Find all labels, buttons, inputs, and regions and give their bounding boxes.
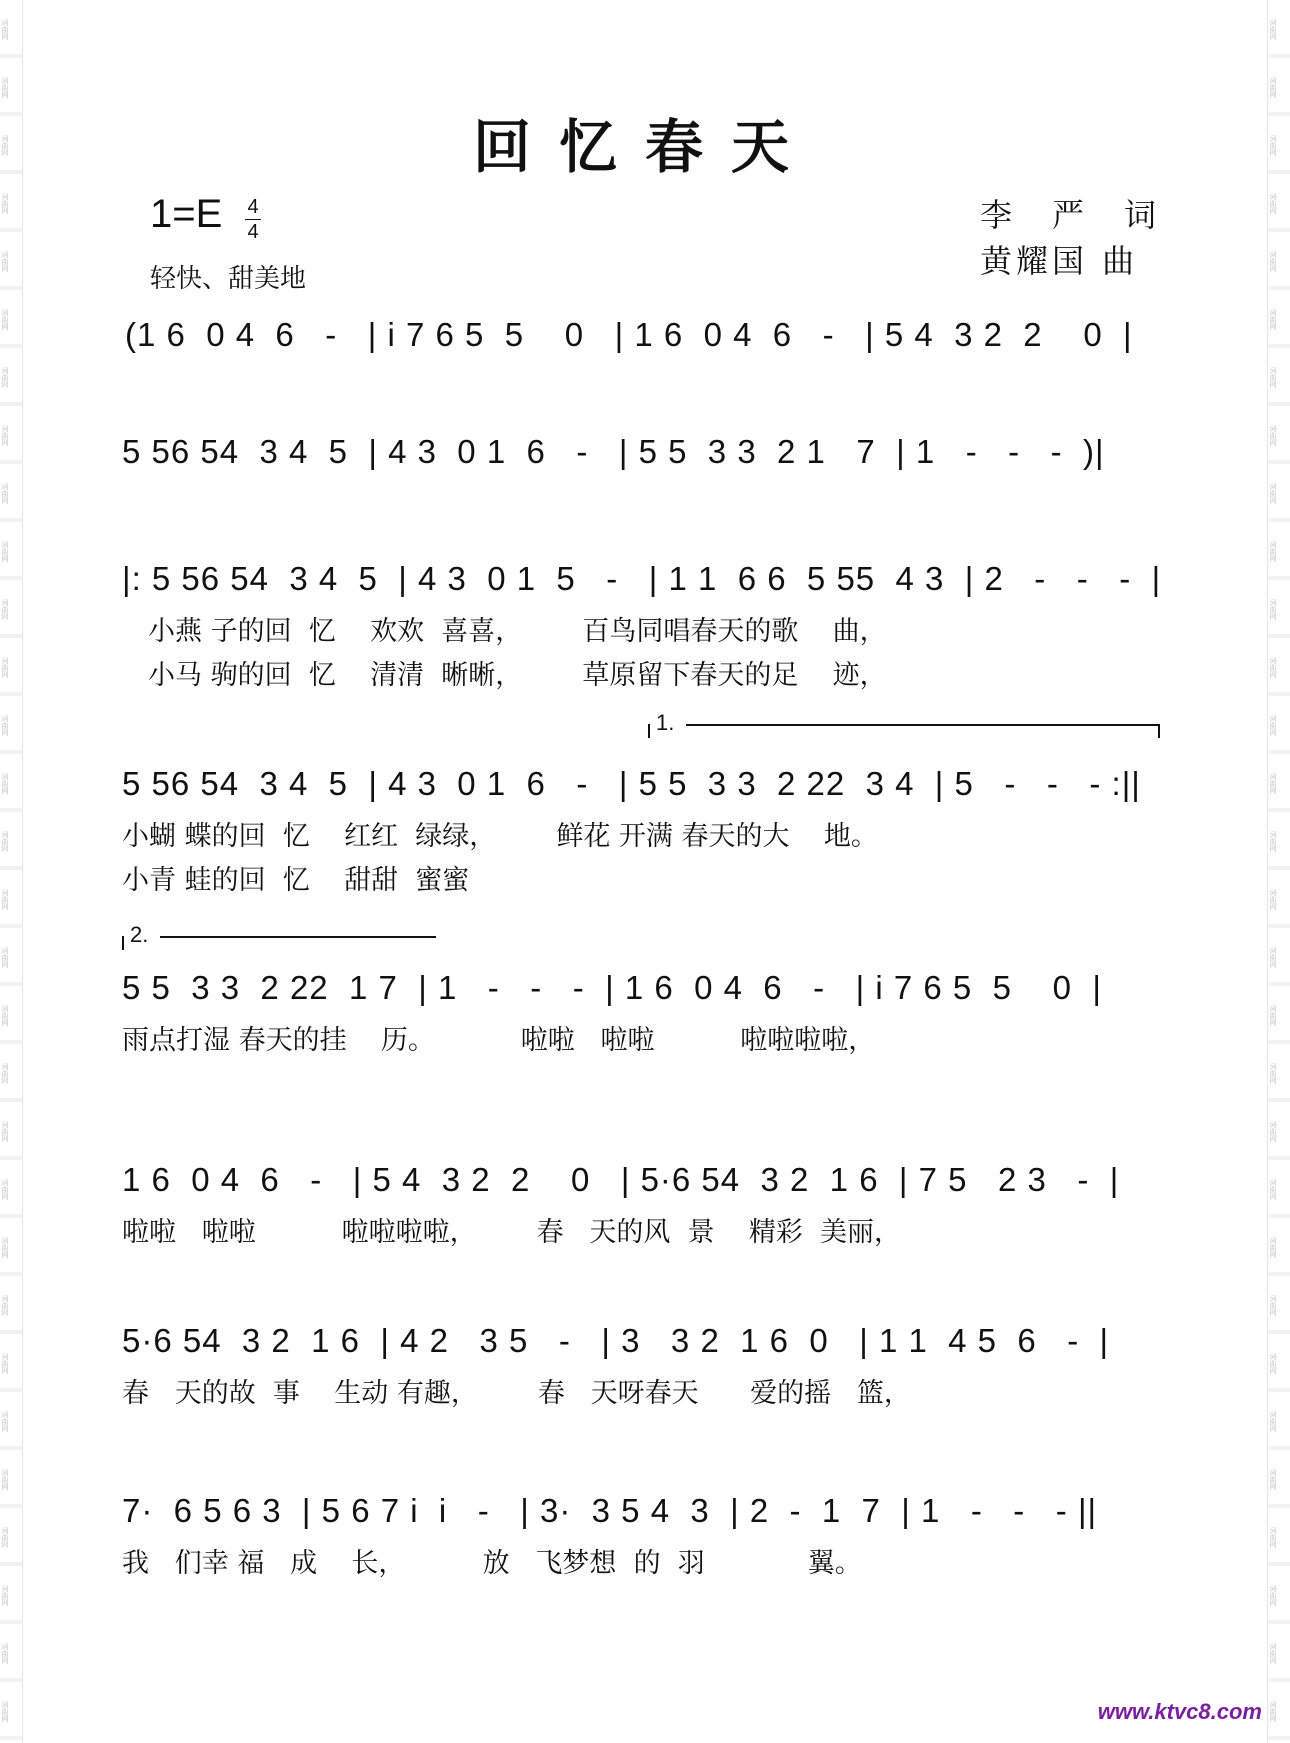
key-signature: 1=E	[150, 192, 223, 236]
side-mark: 词曲网	[1, 830, 9, 852]
side-mark: 词曲网	[1269, 76, 1277, 98]
side-mark: 词曲网	[1, 308, 9, 330]
notation-line: 5 56 54 3 4 5 | 4 3 0 1 6 - | 5 5 3 3 2 22 3 4 | 5 - - - :||	[122, 765, 1141, 802]
lyric-line: 雨点打湿 春天的挂 历。 啦啦 啦啦 啦啦啦啦，	[122, 1025, 876, 1056]
side-mark: 词曲网	[1, 1526, 9, 1548]
side-mark: 词曲网	[1269, 18, 1277, 40]
side-mark: 词曲网	[1269, 888, 1277, 910]
lyric-verse-1: 小燕 子的回 忆 欢欢 喜喜， 百鸟同唱春天的歌 曲，	[148, 616, 887, 647]
notation-line: 1 6 0 4 6 - | 5 4 3 2 2 0 | 5·6 54 3 2 1 6 | 7 5 2 3 - |	[122, 1161, 1120, 1198]
side-mark: 词曲网	[1, 1642, 9, 1664]
side-mark: 词曲网	[1269, 714, 1277, 736]
side-mark: 词曲网	[1, 192, 9, 214]
side-mark: 词曲网	[1269, 946, 1277, 968]
side-mark: 词曲网	[1269, 1004, 1277, 1026]
side-mark: 词曲网	[1269, 656, 1277, 678]
side-mark: 词曲网	[1269, 1062, 1277, 1084]
lyric-line: 我 们幸 福 成 长， 放 飞梦想 的 羽 翼。	[122, 1548, 862, 1579]
side-mark: 词曲网	[1269, 1236, 1277, 1258]
side-mark: 词曲网	[1, 1700, 9, 1722]
lyric-verse-1: 小蝴 蝶的回 忆 红红 绿绿， 鲜花 开满 春天的大 地。	[122, 821, 878, 852]
side-mark: 词曲网	[1, 888, 9, 910]
lyric-line: 春 天的故 事 生动 有趣， 春 天呀春天 爱的摇 篮，	[122, 1378, 911, 1409]
side-mark: 词曲网	[1269, 424, 1277, 446]
lyric-line: 啦啦 啦啦 啦啦啦啦， 春 天的风 景 精彩 美丽，	[122, 1217, 902, 1248]
notation-line: (1 6 0 4 6 - | i 7 6 5 5 0 | 1 6 0 4 6 - | 5 4 3 2 2 0 |	[125, 316, 1133, 353]
notation-line: 5·6 54 3 2 1 6 | 4 2 3 5 - | 3 3 2 1 6 0 | 1 1 4 5 6 - |	[122, 1322, 1110, 1359]
time-signature-top: 4	[247, 196, 259, 218]
notation-line: 5 56 54 3 4 5 | 4 3 0 1 6 - | 5 5 3 3 2 1 7 | 1 - - - )|	[122, 433, 1105, 470]
side-mark: 词曲网	[1, 1294, 9, 1316]
side-mark: 词曲网	[1, 1120, 9, 1142]
side-mark: 词曲网	[1269, 1178, 1277, 1200]
volta-1-tick	[648, 724, 650, 738]
side-mark: 词曲网	[1, 598, 9, 620]
side-mark: 词曲网	[1269, 1642, 1277, 1664]
lyric-verse-2: 小青 蛙的回 忆 甜甜 蜜蜜	[122, 865, 470, 896]
side-mark: 词曲网	[1, 1468, 9, 1490]
side-mark: 词曲网	[1269, 1468, 1277, 1490]
left-margin-strip	[0, 0, 23, 1743]
side-mark: 词曲网	[1269, 1120, 1277, 1142]
volta-1-bracket	[686, 724, 1160, 726]
time-signature-bottom: 4	[247, 221, 259, 243]
side-mark: 词曲网	[1269, 830, 1277, 852]
notation-line: 5 5 3 3 2 22 1 7 | 1 - - - | 1 6 0 4 6 - | i 7 6 5 5 0 |	[122, 969, 1102, 1006]
side-mark: 词曲网	[1269, 482, 1277, 504]
side-mark: 词曲网	[1269, 1526, 1277, 1548]
lyricist-credit: 李 严 词	[980, 196, 1161, 234]
volta-2-tick	[122, 936, 124, 950]
lyric-verse-2: 小马 驹的回 忆 清清 晰晰， 草原留下春天的足 迹，	[148, 660, 887, 691]
side-mark: 词曲网	[1, 1584, 9, 1606]
side-mark: 词曲网	[1269, 772, 1277, 794]
side-mark: 词曲网	[1, 1178, 9, 1200]
side-mark: 词曲网	[1, 366, 9, 388]
side-mark: 词曲网	[1269, 308, 1277, 330]
side-mark: 词曲网	[1269, 250, 1277, 272]
side-mark: 词曲网	[1, 714, 9, 736]
side-mark: 词曲网	[1269, 1352, 1277, 1374]
side-mark: 词曲网	[1269, 1584, 1277, 1606]
notation-line: 7· 6 5 6 3 | 5 6 7 i i - | 3· 3 5 4 3 | 2 - 1 7 | 1 - - - ||	[122, 1492, 1098, 1529]
volta-2-bracket	[160, 936, 436, 938]
side-mark: 词曲网	[1, 134, 9, 156]
volta-1-end-tick	[1158, 724, 1160, 738]
side-mark: 词曲网	[1269, 540, 1277, 562]
tempo-marking: 轻快、甜美地	[150, 264, 307, 294]
song-title: 回忆春天	[472, 113, 817, 181]
side-mark: 词曲网	[1, 1236, 9, 1258]
side-mark: 词曲网	[1, 482, 9, 504]
side-mark: 词曲网	[1269, 366, 1277, 388]
side-mark: 词曲网	[1, 540, 9, 562]
side-mark: 词曲网	[1, 1004, 9, 1026]
site-watermark: www.ktvc8.com	[1097, 1699, 1262, 1724]
side-mark: 词曲网	[1, 250, 9, 272]
notation-line: |: 5 56 54 3 4 5 | 4 3 0 1 5 - | 1 1 6 6 5 55 4 3 | 2 - - - |	[122, 560, 1162, 597]
side-mark: 词曲网	[1269, 1700, 1277, 1722]
side-mark: 词曲网	[1269, 134, 1277, 156]
side-mark: 词曲网	[1269, 1294, 1277, 1316]
side-mark: 词曲网	[1, 18, 9, 40]
side-mark: 词曲网	[1, 946, 9, 968]
side-mark: 词曲网	[1269, 1410, 1277, 1432]
side-mark: 词曲网	[1, 424, 9, 446]
volta-1-label: 1.	[656, 710, 675, 735]
time-signature	[245, 196, 261, 243]
side-mark: 词曲网	[1, 1410, 9, 1432]
right-margin-strip	[1267, 0, 1290, 1743]
side-mark: 词曲网	[1, 1062, 9, 1084]
volta-2-label: 2.	[130, 922, 149, 947]
side-mark: 词曲网	[1269, 192, 1277, 214]
side-mark: 词曲网	[1269, 598, 1277, 620]
composer-credit: 黄耀国 曲	[980, 242, 1139, 280]
side-mark: 词曲网	[1, 1352, 9, 1374]
side-mark: 词曲网	[1, 772, 9, 794]
side-mark: 词曲网	[1, 656, 9, 678]
side-mark: 词曲网	[1, 76, 9, 98]
